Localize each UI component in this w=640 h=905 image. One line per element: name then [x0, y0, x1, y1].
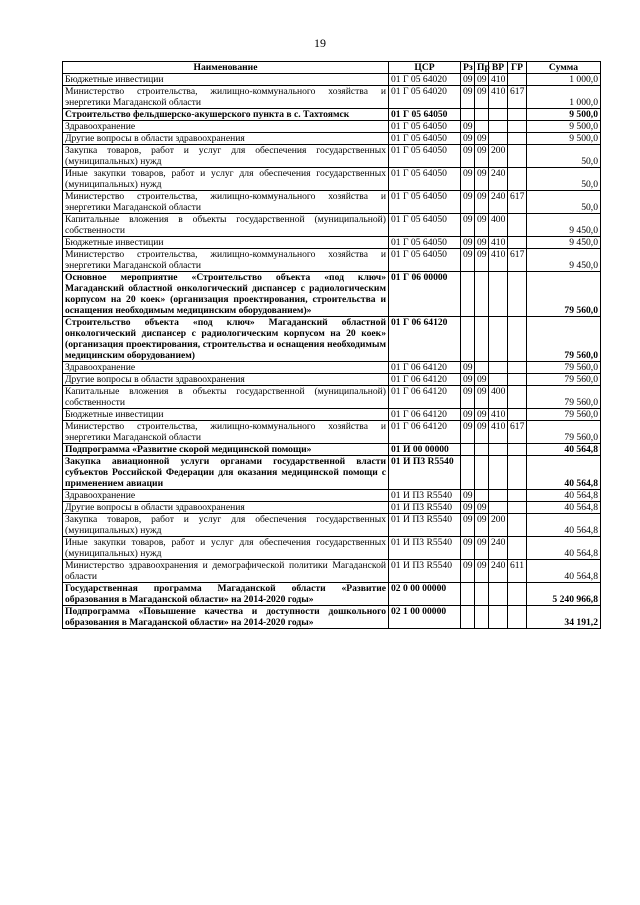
cell-gr — [508, 237, 527, 249]
cell-vr: 200 — [489, 514, 508, 537]
cell-sum: 40 564,8 — [527, 514, 601, 537]
cell-gr — [508, 502, 527, 514]
table-row — [63, 514, 601, 537]
cell-pr: 09 — [475, 74, 489, 86]
table-row — [63, 606, 601, 629]
cell-pr: 09 — [475, 514, 489, 537]
cell-sum: 79 560,0 — [527, 386, 601, 409]
cell-sum: 9 450,0 — [527, 237, 601, 249]
cell-gr — [508, 386, 527, 409]
cell-vr — [489, 272, 508, 317]
cell-sum: 40 564,8 — [527, 490, 601, 502]
cell-rz: 09 — [461, 490, 475, 502]
header-rz: Рз — [461, 62, 475, 74]
cell-vr — [489, 133, 508, 145]
cell-gr — [508, 317, 527, 362]
cell-csr: 01 Г 06 64120 — [389, 362, 461, 374]
table-row — [63, 583, 601, 606]
cell-vr — [489, 583, 508, 606]
cell-gr — [508, 272, 527, 317]
cell-gr — [508, 514, 527, 537]
cell-name: Закупка товаров, работ и услуг для обеспечения государственных (муниципальных) нужд — [63, 514, 389, 537]
cell-pr: 09 — [475, 386, 489, 409]
table-row — [63, 560, 601, 583]
cell-pr: 09 — [475, 214, 489, 237]
cell-name: Министерство строительства, жилищно-коммунального хозяйства и энергетики Магаданской области — [63, 421, 389, 444]
cell-name: Бюджетные инвестиции — [63, 237, 389, 249]
cell-rz: 09 — [461, 537, 475, 560]
cell-name: Здравоохранение — [63, 362, 389, 374]
cell-csr: 01 Г 06 64120 — [389, 374, 461, 386]
cell-gr — [508, 606, 527, 629]
cell-gr — [508, 121, 527, 133]
cell-rz: 09 — [461, 145, 475, 168]
cell-rz — [461, 444, 475, 456]
cell-csr: 01 И П3 R5540 — [389, 560, 461, 583]
cell-rz — [461, 606, 475, 629]
cell-sum: 79 560,0 — [527, 272, 601, 317]
cell-vr — [489, 606, 508, 629]
cell-sum: 79 560,0 — [527, 362, 601, 374]
cell-vr — [489, 109, 508, 121]
cell-rz: 09 — [461, 133, 475, 145]
cell-sum: 79 560,0 — [527, 374, 601, 386]
cell-gr: 617 — [508, 86, 527, 109]
table-row — [63, 145, 601, 168]
cell-sum: 9 500,0 — [527, 109, 601, 121]
cell-csr: 01 И 00 00000 — [389, 444, 461, 456]
cell-sum: 34 191,2 — [527, 606, 601, 629]
cell-name: Капитальные вложения в объекты государственной (муниципальной) собственности — [63, 386, 389, 409]
cell-sum: 9 500,0 — [527, 121, 601, 133]
cell-sum: 9 500,0 — [527, 133, 601, 145]
cell-rz: 09 — [461, 86, 475, 109]
cell-csr: 01 Г 05 64020 — [389, 86, 461, 109]
cell-csr: 01 Г 05 64050 — [389, 121, 461, 133]
cell-rz: 09 — [461, 514, 475, 537]
cell-pr: 09 — [475, 409, 489, 421]
cell-name: Подпрограмма «Повышение качества и доступности дошкольного образования в Магаданской области» на 2014-2020 годы» — [63, 606, 389, 629]
table-body — [63, 74, 601, 629]
cell-csr: 01 И П3 R5540 — [389, 456, 461, 490]
cell-sum: 40 564,8 — [527, 502, 601, 514]
cell-rz: 09 — [461, 74, 475, 86]
cell-gr — [508, 214, 527, 237]
cell-rz: 09 — [461, 214, 475, 237]
cell-vr — [489, 121, 508, 133]
cell-csr: 01 И П3 R5540 — [389, 514, 461, 537]
cell-gr — [508, 456, 527, 490]
table-row — [63, 74, 601, 86]
table-row — [63, 237, 601, 249]
header-gr: ГР — [508, 62, 527, 74]
cell-pr — [475, 317, 489, 362]
cell-rz: 09 — [461, 237, 475, 249]
cell-rz — [461, 272, 475, 317]
cell-vr — [489, 456, 508, 490]
cell-csr: 01 Г 06 64120 — [389, 386, 461, 409]
cell-vr — [489, 490, 508, 502]
table-row — [63, 444, 601, 456]
cell-csr: 01 Г 05 64050 — [389, 237, 461, 249]
cell-name: Бюджетные инвестиции — [63, 409, 389, 421]
cell-pr — [475, 362, 489, 374]
cell-gr — [508, 444, 527, 456]
cell-name: Иные закупки товаров, работ и услуг для обеспечения государственных (муниципальных) нужд — [63, 168, 389, 191]
cell-sum: 79 560,0 — [527, 421, 601, 444]
cell-sum: 40 564,8 — [527, 537, 601, 560]
cell-csr: 01 Г 05 64050 — [389, 145, 461, 168]
table-row — [63, 191, 601, 214]
table-row — [63, 421, 601, 444]
cell-vr: 240 — [489, 168, 508, 191]
table-row — [63, 537, 601, 560]
table-row — [63, 86, 601, 109]
cell-name: Закупка товаров, работ и услуг для обеспечения государственных (муниципальных) нужд — [63, 145, 389, 168]
cell-vr: 400 — [489, 386, 508, 409]
cell-csr: 01 Г 06 00000 — [389, 272, 461, 317]
table-row — [63, 386, 601, 409]
cell-rz: 09 — [461, 191, 475, 214]
cell-name: Строительство объекта «под ключ» Магаданский областной онкологический диспансер с радиологическим корпусом на 20 коек» (организация проектирования, строительства и оснащения необходимым медицинским оборудованием) — [63, 317, 389, 362]
cell-rz — [461, 109, 475, 121]
cell-gr — [508, 133, 527, 145]
header-sum: Сумма — [527, 62, 601, 74]
cell-gr — [508, 583, 527, 606]
cell-name: Министерство строительства, жилищно-коммунального хозяйства и энергетики Магаданской области — [63, 191, 389, 214]
table-row — [63, 214, 601, 237]
cell-vr — [489, 502, 508, 514]
cell-vr: 410 — [489, 237, 508, 249]
cell-csr: 01 Г 05 64050 — [389, 249, 461, 272]
cell-pr — [475, 272, 489, 317]
cell-sum: 79 560,0 — [527, 317, 601, 362]
table-row — [63, 409, 601, 421]
cell-name: Государственная программа Магаданской области «Развитие образования в Магаданской области» на 2014-2020 годы» — [63, 583, 389, 606]
cell-name: Министерство здравоохранения и демографической политики Магаданской области — [63, 560, 389, 583]
table-row — [63, 374, 601, 386]
cell-name: Министерство строительства, жилищно-коммунального хозяйства и энергетики Магаданской области — [63, 86, 389, 109]
cell-rz: 09 — [461, 168, 475, 191]
cell-sum: 40 564,8 — [527, 560, 601, 583]
cell-csr: 01 Г 05 64050 — [389, 168, 461, 191]
cell-rz: 09 — [461, 249, 475, 272]
cell-csr: 01 Г 06 64120 — [389, 409, 461, 421]
cell-pr: 09 — [475, 502, 489, 514]
table-row — [63, 490, 601, 502]
table-row — [63, 121, 601, 133]
cell-name: Другие вопросы в области здравоохранения — [63, 133, 389, 145]
cell-pr: 09 — [475, 537, 489, 560]
cell-sum: 40 564,8 — [527, 444, 601, 456]
cell-pr: 09 — [475, 191, 489, 214]
cell-pr: 09 — [475, 249, 489, 272]
cell-vr: 240 — [489, 191, 508, 214]
cell-vr: 410 — [489, 249, 508, 272]
cell-sum: 40 564,8 — [527, 456, 601, 490]
cell-csr: 02 0 00 00000 — [389, 583, 461, 606]
table-row — [63, 362, 601, 374]
cell-rz: 09 — [461, 421, 475, 444]
cell-rz — [461, 317, 475, 362]
page-number: 19 — [314, 36, 326, 50]
cell-csr: 01 И П3 R5540 — [389, 502, 461, 514]
cell-pr: 09 — [475, 133, 489, 145]
cell-pr: 09 — [475, 237, 489, 249]
table-row — [63, 133, 601, 145]
cell-name: Министерство строительства, жилищно-коммунального хозяйства и энергетики Магаданской области — [63, 249, 389, 272]
table-row — [63, 502, 601, 514]
table-row — [63, 109, 601, 121]
table-row — [63, 317, 601, 362]
cell-vr: 200 — [489, 145, 508, 168]
cell-name: Иные закупки товаров, работ и услуг для обеспечения государственных (муниципальных) нужд — [63, 537, 389, 560]
cell-csr: 01 Г 06 64120 — [389, 317, 461, 362]
cell-sum: 79 560,0 — [527, 409, 601, 421]
cell-pr: 09 — [475, 374, 489, 386]
cell-rz: 09 — [461, 362, 475, 374]
cell-pr: 09 — [475, 145, 489, 168]
cell-vr — [489, 374, 508, 386]
cell-gr — [508, 490, 527, 502]
cell-gr — [508, 109, 527, 121]
cell-csr: 01 Г 05 64050 — [389, 133, 461, 145]
cell-csr: 02 1 00 00000 — [389, 606, 461, 629]
cell-pr — [475, 606, 489, 629]
cell-csr: 01 Г 05 64050 — [389, 109, 461, 121]
cell-vr: 410 — [489, 421, 508, 444]
cell-gr: 617 — [508, 421, 527, 444]
cell-sum: 9 450,0 — [527, 214, 601, 237]
budget-table — [62, 61, 601, 629]
header-pr: Пр — [475, 62, 489, 74]
cell-csr: 01 Г 05 64020 — [389, 74, 461, 86]
cell-csr: 01 Г 05 64050 — [389, 191, 461, 214]
cell-name: Здравоохранение — [63, 490, 389, 502]
cell-pr — [475, 444, 489, 456]
cell-sum: 5 240 966,8 — [527, 583, 601, 606]
cell-rz — [461, 583, 475, 606]
table-row — [63, 168, 601, 191]
table-row — [63, 456, 601, 490]
header-name: Наименование — [63, 62, 389, 74]
cell-pr: 09 — [475, 168, 489, 191]
cell-gr — [508, 409, 527, 421]
cell-rz: 09 — [461, 121, 475, 133]
cell-name: Подпрограмма «Развитие скорой медицинской помощи» — [63, 444, 389, 456]
cell-sum: 9 450,0 — [527, 249, 601, 272]
cell-gr — [508, 168, 527, 191]
cell-gr — [508, 74, 527, 86]
cell-vr: 240 — [489, 537, 508, 560]
cell-rz — [461, 456, 475, 490]
cell-pr — [475, 583, 489, 606]
cell-gr: 611 — [508, 560, 527, 583]
cell-name: Основное мероприятие «Строительство объекта «под ключ» Магаданский областной онкологический диспансер с радиологическим корпусом на 20 коек» (организация проектирования, строительства и оснащения необходимым медицинским оборудованием)» — [63, 272, 389, 317]
cell-sum: 1 000,0 — [527, 86, 601, 109]
cell-vr: 410 — [489, 74, 508, 86]
cell-csr: 01 И П3 R5540 — [389, 490, 461, 502]
cell-sum: 50,0 — [527, 191, 601, 214]
cell-rz: 09 — [461, 386, 475, 409]
cell-gr — [508, 145, 527, 168]
cell-gr — [508, 362, 527, 374]
table-header-row — [63, 62, 601, 74]
cell-vr — [489, 362, 508, 374]
cell-sum: 1 000,0 — [527, 74, 601, 86]
cell-vr: 410 — [489, 409, 508, 421]
cell-rz: 09 — [461, 409, 475, 421]
cell-csr: 01 Г 06 64120 — [389, 421, 461, 444]
cell-pr: 09 — [475, 86, 489, 109]
cell-name: Другие вопросы в области здравоохранения — [63, 502, 389, 514]
cell-rz: 09 — [461, 502, 475, 514]
cell-vr: 410 — [489, 86, 508, 109]
cell-rz: 09 — [461, 374, 475, 386]
cell-vr: 400 — [489, 214, 508, 237]
cell-vr: 240 — [489, 560, 508, 583]
cell-gr — [508, 374, 527, 386]
cell-sum: 50,0 — [527, 168, 601, 191]
cell-pr — [475, 121, 489, 133]
cell-vr — [489, 444, 508, 456]
cell-name: Здравоохранение — [63, 121, 389, 133]
header-vr: ВР — [489, 62, 508, 74]
cell-name: Другие вопросы в области здравоохранения — [63, 374, 389, 386]
cell-pr — [475, 490, 489, 502]
cell-gr: 617 — [508, 249, 527, 272]
cell-name: Капитальные вложения в объекты государственной (муниципальной) собственности — [63, 214, 389, 237]
cell-gr — [508, 537, 527, 560]
cell-name: Закупка авиационной услуги органами государственной власти субъектов Российской Федерации для оказания медицинской помощи с применением авиации — [63, 456, 389, 490]
cell-name: Строительство фельдшерско-акушерского пункта в с. Тахтоямск — [63, 109, 389, 121]
cell-name: Бюджетные инвестиции — [63, 74, 389, 86]
table-row — [63, 249, 601, 272]
cell-vr — [489, 317, 508, 362]
cell-sum: 50,0 — [527, 145, 601, 168]
cell-csr: 01 Г 05 64050 — [389, 214, 461, 237]
cell-csr: 01 И П3 R5540 — [389, 537, 461, 560]
header-csr: ЦСР — [389, 62, 461, 74]
cell-pr: 09 — [475, 421, 489, 444]
cell-pr: 09 — [475, 560, 489, 583]
cell-rz: 09 — [461, 560, 475, 583]
cell-gr: 617 — [508, 191, 527, 214]
cell-pr — [475, 456, 489, 490]
table-row — [63, 272, 601, 317]
cell-pr — [475, 109, 489, 121]
